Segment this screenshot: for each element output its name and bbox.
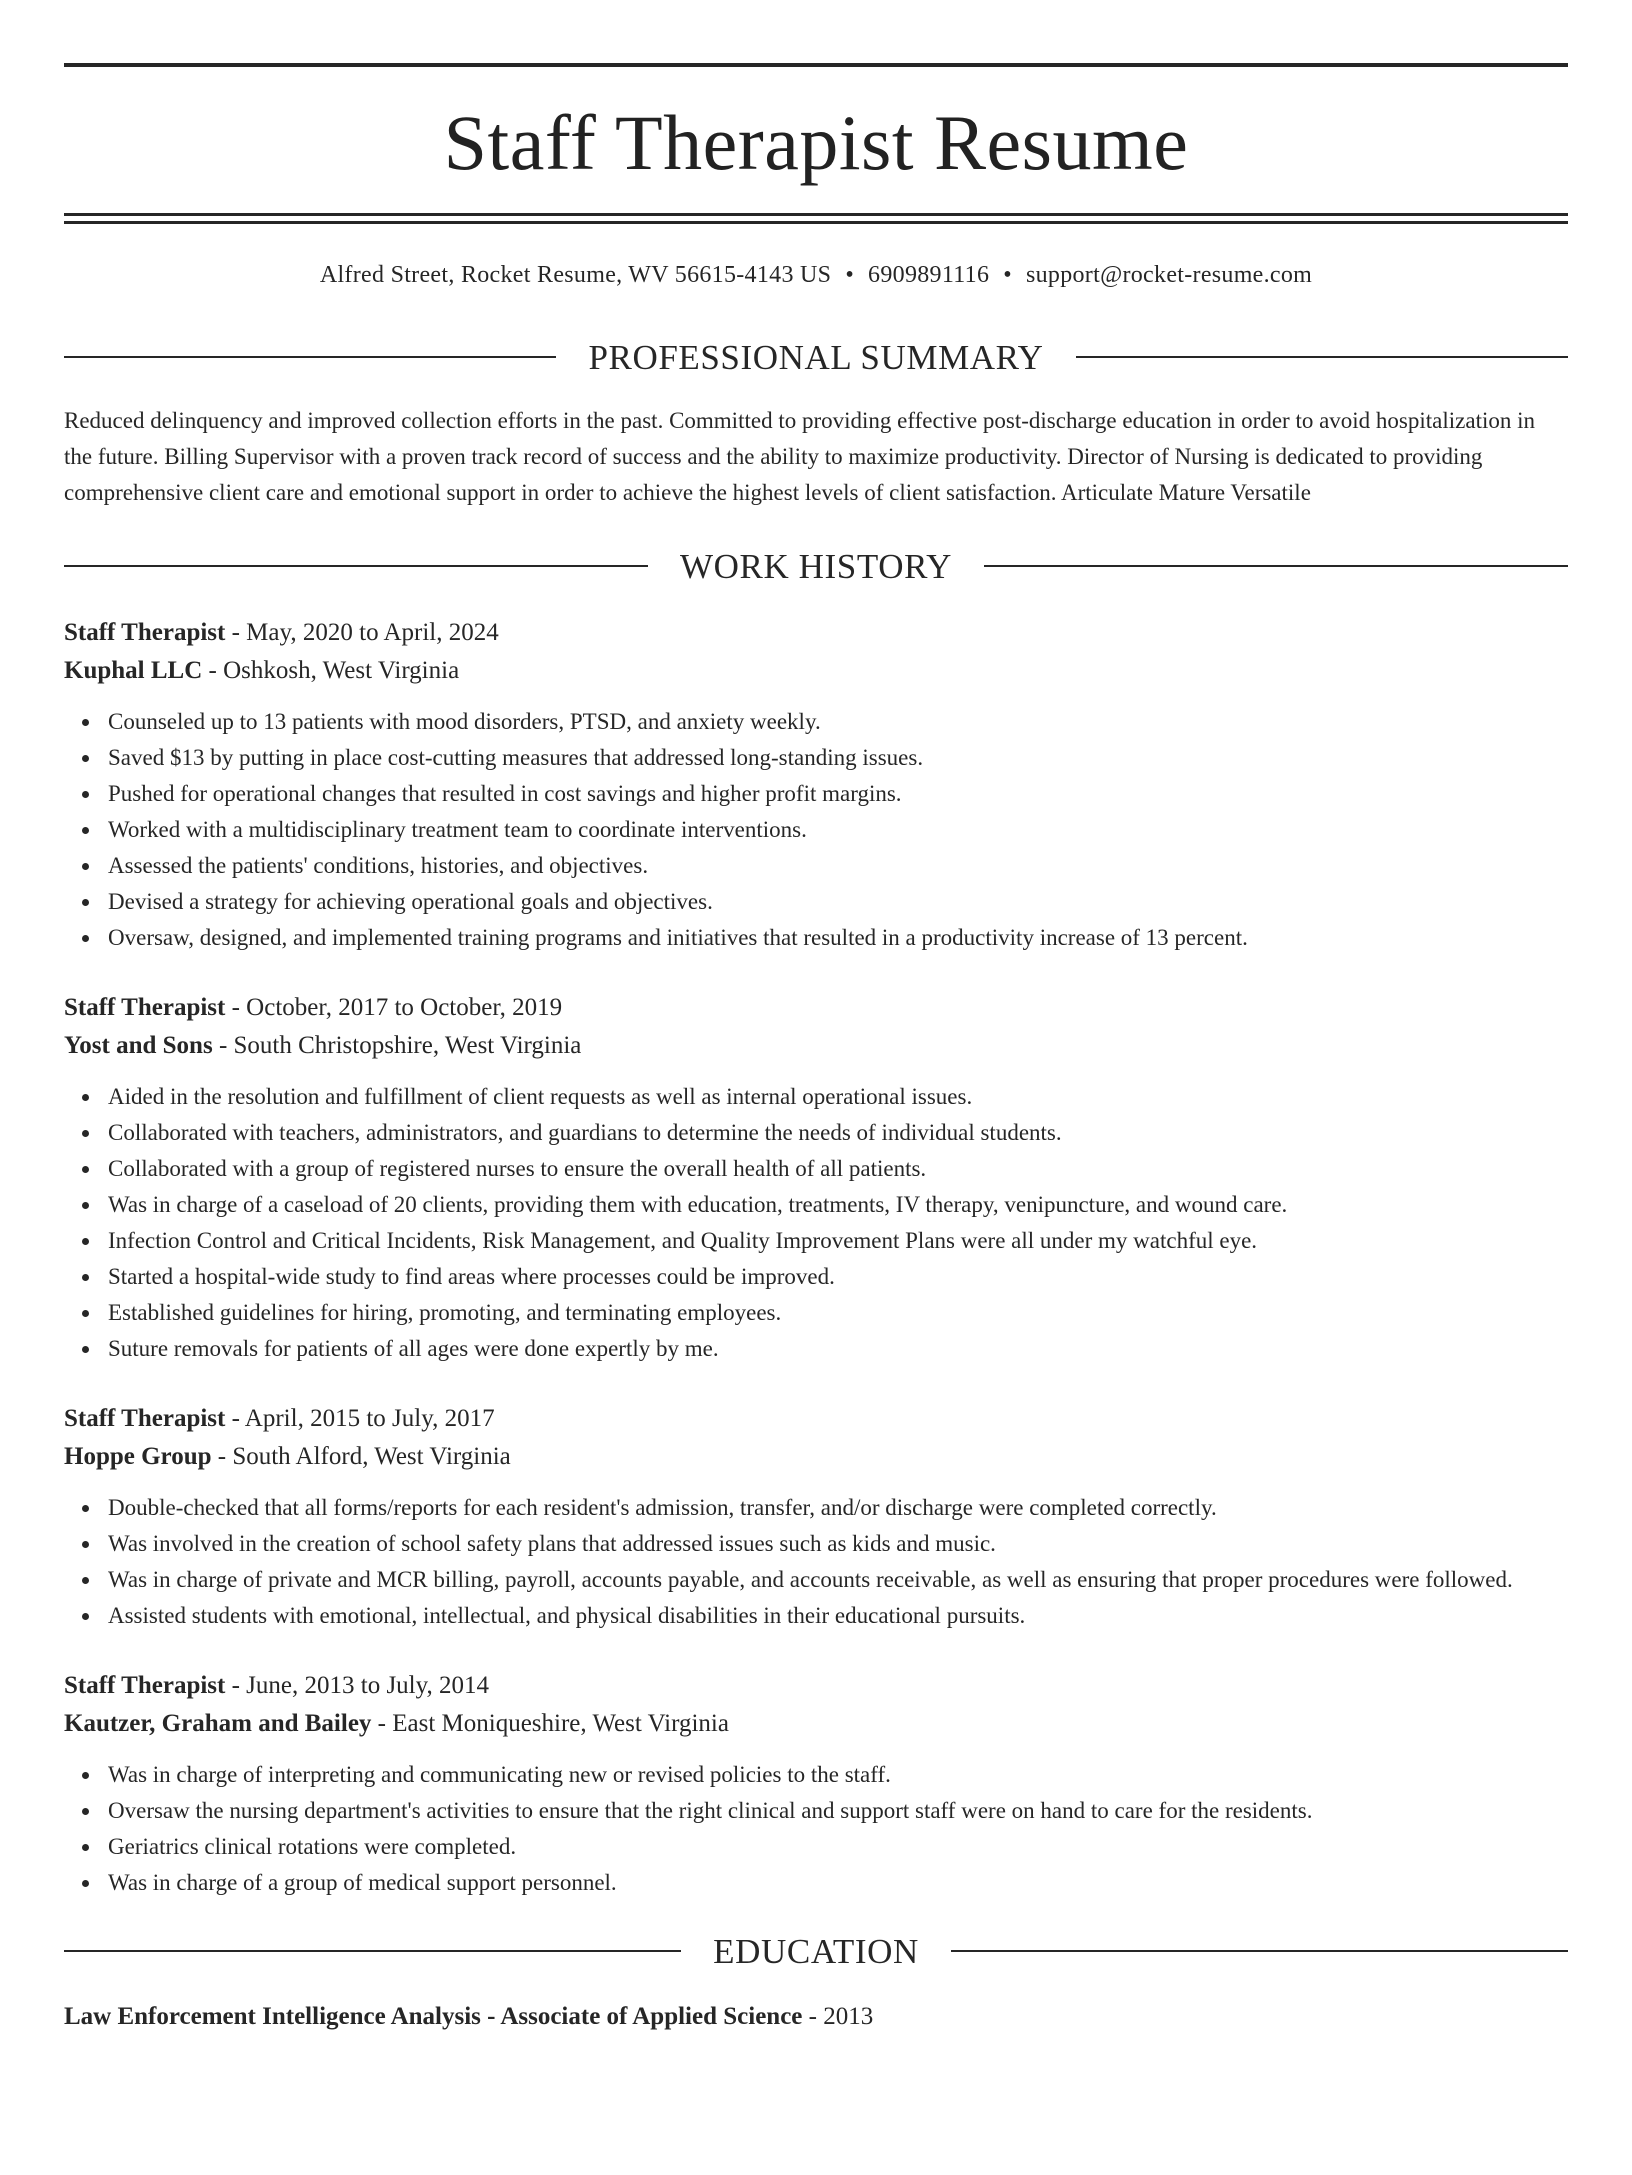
heading-rule-right bbox=[951, 1950, 1568, 1952]
education-year: - 2013 bbox=[802, 2002, 874, 2030]
job-title-line bbox=[64, 1667, 1568, 1705]
job-company-line bbox=[64, 1027, 1568, 1065]
job-bullet: Was in charge of private and MCR billing, payroll, accounts payable, and accounts receivable, as well as ensuring that proper procedures were followed. bbox=[108, 1562, 1568, 1598]
job-bullet: Assisted students with emotional, intellectual, and physical disabilities in their educational pursuits. bbox=[108, 1598, 1568, 1634]
section-heading-education bbox=[64, 1931, 1568, 1971]
work-history-list bbox=[64, 614, 1568, 1901]
heading-rule-right bbox=[1076, 356, 1568, 358]
job-company-line bbox=[64, 1705, 1568, 1743]
job-company-line bbox=[64, 652, 1568, 690]
job-bullet: Oversaw, designed, and implemented training programs and initiatives that resulted in a productivity increase of 13 percent. bbox=[108, 920, 1568, 956]
job-bullet: Started a hospital-wide study to find areas where processes could be improved. bbox=[108, 1259, 1568, 1295]
job-bullet: Counseled up to 13 patients with mood disorders, PTSD, and anxiety weekly. bbox=[108, 704, 1568, 740]
top-rule bbox=[64, 63, 1568, 67]
job-location: - South Christopshire, West Virginia bbox=[212, 1031, 582, 1059]
job-title: Staff Therapist bbox=[64, 993, 226, 1021]
job-bullet: Pushed for operational changes that resulted in cost savings and higher profit margins. bbox=[108, 776, 1568, 812]
job-bullet: Double-checked that all forms/reports for each resident's admission, transfer, and/or discharge were completed correctly. bbox=[108, 1490, 1568, 1526]
job-entry bbox=[64, 1667, 1568, 1901]
job-title: Staff Therapist bbox=[64, 1671, 226, 1699]
contact-line bbox=[64, 261, 1568, 290]
job-location: - South Alford, West Virginia bbox=[211, 1442, 511, 1470]
job-company-line bbox=[64, 1438, 1568, 1476]
job-bullet: Devised a strategy for achieving operational goals and objectives. bbox=[108, 884, 1568, 920]
job-title: Staff Therapist bbox=[64, 618, 226, 646]
page-title: Staff Therapist Resume bbox=[443, 99, 1189, 186]
section-heading-label: EDUCATION bbox=[713, 1931, 919, 1971]
job-location: - Oshkosh, West Virginia bbox=[202, 656, 460, 684]
education-degree: Law Enforcement Intelligence Analysis - Associate of Applied Science bbox=[64, 2002, 803, 2030]
heading-rule-right bbox=[984, 565, 1568, 567]
education-entry bbox=[64, 1998, 1568, 2036]
job-bullet-list bbox=[64, 1490, 1568, 1634]
job-location: - East Moniqueshire, West Virginia bbox=[371, 1709, 729, 1737]
heading-rule-left bbox=[64, 565, 648, 567]
job-bullet: Geriatrics clinical rotations were completed. bbox=[108, 1829, 1568, 1865]
job-bullet-list bbox=[64, 704, 1568, 956]
section-heading-work-history bbox=[64, 546, 1568, 586]
section-heading-label: WORK HISTORY bbox=[680, 546, 952, 586]
heading-rule-left bbox=[64, 356, 556, 358]
contact-separator: • bbox=[1003, 262, 1012, 288]
job-title: Staff Therapist bbox=[64, 1404, 226, 1432]
job-bullet: Saved $13 by putting in place cost-cutting measures that addressed long-standing issues. bbox=[108, 740, 1568, 776]
job-entry bbox=[64, 1400, 1568, 1634]
resume-page bbox=[0, 63, 1632, 2175]
job-title-line bbox=[64, 1400, 1568, 1438]
job-bullet: Oversaw the nursing department's activities to ensure that the right clinical and support staff were on hand to care for the residents. bbox=[108, 1793, 1568, 1829]
job-bullet: Collaborated with teachers, administrators, and guardians to determine the needs of individual students. bbox=[108, 1115, 1568, 1151]
job-company: Yost and Sons bbox=[64, 1031, 213, 1059]
job-dates: - May, 2020 to April, 2024 bbox=[225, 618, 499, 646]
job-entry bbox=[64, 614, 1568, 956]
job-bullet: Was involved in the creation of school safety plans that addressed issues such as kids and music. bbox=[108, 1526, 1568, 1562]
contact-address: Alfred Street, Rocket Resume, WV 56615-4143 US bbox=[319, 262, 832, 288]
contact-email: support@rocket-resume.com bbox=[1025, 262, 1313, 288]
job-dates: - April, 2015 to July, 2017 bbox=[225, 1404, 495, 1432]
job-bullet: Suture removals for patients of all ages were done expertly by me. bbox=[108, 1331, 1568, 1367]
job-bullet-list bbox=[64, 1757, 1568, 1901]
title-double-rule bbox=[64, 213, 1568, 224]
job-bullet: Assessed the patients' conditions, histories, and objectives. bbox=[108, 848, 1568, 884]
job-bullet-list bbox=[64, 1079, 1568, 1367]
section-heading-summary bbox=[64, 337, 1568, 377]
job-bullet: Worked with a multidisciplinary treatment team to coordinate interventions. bbox=[108, 812, 1568, 848]
heading-rule-left bbox=[64, 1950, 681, 1952]
job-bullet: Collaborated with a group of registered nurses to ensure the overall health of all patients. bbox=[108, 1151, 1568, 1187]
job-bullet: Was in charge of interpreting and communicating new or revised policies to the staff. bbox=[108, 1757, 1568, 1793]
job-entry bbox=[64, 989, 1568, 1367]
education-list bbox=[64, 1998, 1568, 2036]
job-title-line bbox=[64, 614, 1568, 652]
job-dates: - June, 2013 to July, 2014 bbox=[225, 1671, 490, 1699]
job-bullet: Was in charge of a group of medical support personnel. bbox=[108, 1865, 1568, 1901]
job-company: Kautzer, Graham and Bailey bbox=[64, 1709, 372, 1737]
job-company: Kuphal LLC bbox=[64, 656, 203, 684]
contact-separator: • bbox=[845, 262, 855, 288]
job-bullet: Was in charge of a caseload of 20 clients, providing them with education, treatments, IV therapy, venipuncture, and wound care. bbox=[108, 1187, 1568, 1223]
summary-paragraph: Reduced delinquency and improved collection efforts in the past. Committed to providing effective post-discharge education in order to avoid hospitalization in the future. Billing Supervisor with a proven track record of success and the ability to maximize productivity. Director of Nursing is dedicated to providing comprehensive client care and emotional support in order to achieve the highest levels of client satisfaction. Articulate Mature Versatile bbox=[64, 407, 1535, 505]
job-dates: - October, 2017 to October, 2019 bbox=[225, 993, 563, 1021]
job-bullet: Established guidelines for hiring, promoting, and terminating employees. bbox=[108, 1295, 1568, 1331]
job-bullet: Infection Control and Critical Incidents, Risk Management, and Quality Improvement Plans were all under my watchful eye. bbox=[108, 1223, 1568, 1259]
contact-phone: 6909891116 bbox=[868, 262, 990, 288]
job-title-line bbox=[64, 989, 1568, 1027]
section-heading-label: PROFESSIONAL SUMMARY bbox=[588, 337, 1044, 377]
job-bullet: Aided in the resolution and fulfillment of client requests as well as internal operational issues. bbox=[108, 1079, 1568, 1115]
job-company: Hoppe Group bbox=[64, 1442, 212, 1470]
